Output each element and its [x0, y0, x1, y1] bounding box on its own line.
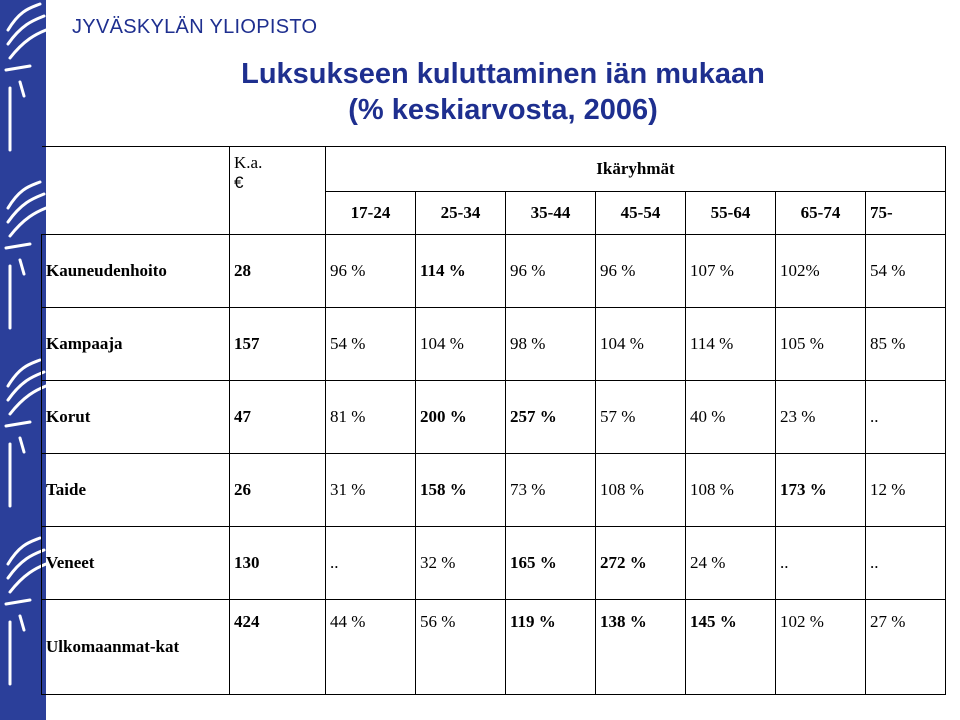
table-row	[42, 454, 946, 527]
table-cell: ..	[866, 527, 946, 600]
table-cell: 24 %	[686, 527, 776, 600]
table-cell: 23 %	[776, 381, 866, 454]
university-name: JYVÄSKYLÄN YLIOPISTO	[72, 16, 318, 38]
table-cell: 54 %	[866, 235, 946, 308]
table-cell: 119 %	[506, 600, 596, 695]
row-average: 47	[230, 381, 326, 454]
table-cell: ..	[776, 527, 866, 600]
row-label: Taide	[42, 454, 230, 527]
table-cell: 107 %	[686, 235, 776, 308]
row-label: Ulkomaanmat-kat	[42, 600, 230, 695]
table-cell: 31 %	[326, 454, 416, 527]
table-cell: 173 %	[776, 454, 866, 527]
table-cell: 105 %	[776, 308, 866, 381]
table-cell: 145 %	[686, 600, 776, 695]
age-group-header: 25-34	[416, 192, 506, 235]
table-cell: 108 %	[596, 454, 686, 527]
corner-cell	[42, 147, 230, 235]
torch-pattern-icon	[0, 0, 46, 720]
table-cell: 158 %	[416, 454, 506, 527]
table-cell: 40 %	[686, 381, 776, 454]
table-cell: 54 %	[326, 308, 416, 381]
table-cell: 114 %	[686, 308, 776, 381]
row-label: Veneet	[42, 527, 230, 600]
table-row	[42, 235, 946, 308]
table-cell: 57 %	[596, 381, 686, 454]
row-label: Korut	[42, 381, 230, 454]
avg-header-label: K.a.	[234, 153, 263, 172]
row-average: 424	[230, 600, 326, 695]
table-cell: ..	[866, 381, 946, 454]
slide-title	[46, 56, 960, 128]
table-cell: 114 %	[416, 235, 506, 308]
title-line-2: (% keskiarvosta, 2006)	[348, 94, 658, 126]
age-groups-header: Ikäryhmät	[326, 147, 946, 192]
row-label: Kauneudenhoito	[42, 235, 230, 308]
table-cell: 165 %	[506, 527, 596, 600]
table-cell: ..	[326, 527, 416, 600]
table-cell: 96 %	[596, 235, 686, 308]
age-group-header: 55-64	[686, 192, 776, 235]
table-row	[42, 600, 946, 695]
row-average: 28	[230, 235, 326, 308]
luxury-spending-table	[41, 146, 946, 695]
table-row	[42, 308, 946, 381]
avg-header-unit: €	[234, 173, 244, 192]
table-cell: 12 %	[866, 454, 946, 527]
table-cell: 81 %	[326, 381, 416, 454]
age-group-header: 75-	[866, 192, 946, 235]
table-cell: 73 %	[506, 454, 596, 527]
table-cell: 56 %	[416, 600, 506, 695]
table-cell: 104 %	[416, 308, 506, 381]
table-row	[42, 527, 946, 600]
table-cell: 102 %	[776, 600, 866, 695]
age-group-header: 65-74	[776, 192, 866, 235]
age-group-header: 35-44	[506, 192, 596, 235]
table-cell: 104 %	[596, 308, 686, 381]
row-average: 130	[230, 527, 326, 600]
university-logo-band	[0, 0, 46, 720]
table-cell: 85 %	[866, 308, 946, 381]
table-cell: 96 %	[326, 235, 416, 308]
table-cell: 138 %	[596, 600, 686, 695]
age-group-header: 17-24	[326, 192, 416, 235]
table-cell: 96 %	[506, 235, 596, 308]
table-cell: 108 %	[686, 454, 776, 527]
table-cell: 32 %	[416, 527, 506, 600]
title-line-1: Luksukseen kuluttaminen iän mukaan	[241, 58, 765, 90]
table-cell: 102%	[776, 235, 866, 308]
avg-header-cell	[230, 147, 326, 235]
row-label: Kampaaja	[42, 308, 230, 381]
table-cell: 44 %	[326, 600, 416, 695]
table-cell: 200 %	[416, 381, 506, 454]
table-cell: 257 %	[506, 381, 596, 454]
row-average: 157	[230, 308, 326, 381]
header-row-1	[42, 147, 946, 192]
row-average: 26	[230, 454, 326, 527]
table-cell: 27 %	[866, 600, 946, 695]
age-group-header: 45-54	[596, 192, 686, 235]
table-cell: 272 %	[596, 527, 686, 600]
table-cell: 98 %	[506, 308, 596, 381]
table-row	[42, 381, 946, 454]
